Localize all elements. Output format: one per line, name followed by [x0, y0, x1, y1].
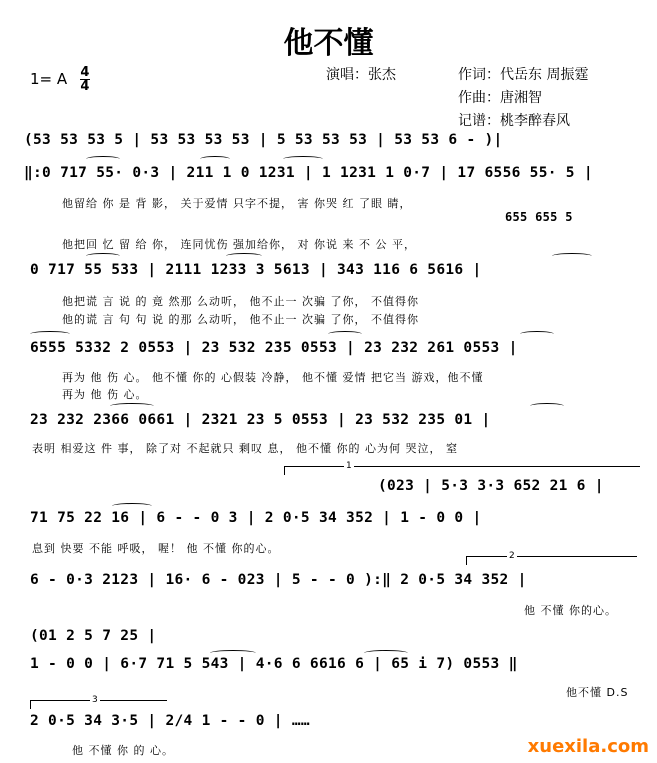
notation-line-6-intro: (023 | 5·3 3·3 652 21 6 | [378, 478, 604, 494]
notation-line-8: 1 - 0 0 | 6·7 71 5 543 | 4·6 6 6616 6 | 65 i 7) 0553 ‖ [30, 656, 518, 672]
volta-3-number: 3 [92, 695, 98, 705]
notation-line-7: 6 - 0·3 2123 | 16· 6 - 023 | 5 - - 0 ):‖ 2 0·5 34 352 | [30, 572, 527, 588]
lyrics-line-7: 他 不懂 你的心。 [524, 604, 617, 617]
notation-line-2: ‖:0 717 55· 0·3 | 211 1 0 1231 | 1 1231 1 0·7 | 17 6556 55· 5 | [24, 165, 593, 181]
time-signature [80, 66, 90, 93]
site-watermark: xuexila.com [527, 736, 649, 757]
lyrics-line-4b: 再为 他 伤 心。 [62, 388, 148, 401]
time-top: 4 [80, 65, 90, 80]
lyrics-line-2a: 他留给 你 是 背 影， 关于爱情 只字不提， 害 你哭 红 了眼 睛， [62, 197, 412, 210]
lyricist-credit: 作词：代岳东 周振霆 [458, 67, 589, 83]
song-title: 他不懂 [283, 26, 374, 61]
ds-marking: 他不懂 D.S [566, 686, 629, 699]
time-bottom: 4 [80, 79, 90, 94]
notation-line-9: 2 0·5 34 3·5 | 2/4 1 - - 0 | …… [30, 713, 310, 729]
notation-line-8-intro: (01 2 5 7 25 | [30, 628, 157, 644]
notation-line-2-variant: 655 655 5 [505, 210, 573, 224]
lyrics-line-3a: 他把谎 言 说 的 竟 然那 么动听， 他不止一 次骗 了你， 不值得你 [62, 295, 419, 308]
lyrics-line-9: 他 不懂 你 的 心。 [72, 744, 174, 757]
lyrics-line-2b: 他把回 忆 留 给 你， 连同忧伤 强加给你， 对 你说 来 不 公 平， [62, 238, 416, 251]
notation-line-4: 6555 5332 2 0553 | 23 532 235 0553 | 23 232 261 0553 | [30, 340, 518, 356]
key-signature [30, 66, 90, 93]
singer-credit: 演唱：张杰 [326, 67, 396, 83]
key-label: 1= A [30, 70, 68, 88]
notation-line-5: 23 232 2366 0661 | 2321 23 5 0553 | 23 532 235 01 | [30, 412, 491, 428]
lyrics-line-4a: 再为 他 伤 心。 他不懂 你的 心假装 冷静， 他不懂 爱情 把它当 游戏，他不懂 [62, 371, 484, 384]
lyrics-line-5: 表明 相爱这 件 事， 除了对 不起就只 剩叹 息， 他不懂 你的 心为何 哭泣， 窒 [32, 442, 458, 455]
volta-2-number: 2 [509, 551, 515, 561]
volta-1-number: 1 [346, 461, 352, 471]
transcriber-credit: 记谱：桃李醉春风 [458, 113, 570, 129]
notation-line-1: (53 53 53 5 | 53 53 53 53 | 5 53 53 53 | 53 53 6 - )| [24, 132, 503, 148]
notation-line-6: 71 75 22 16 | 6 - - 0 3 | 2 0·5 34 352 | 1 - 0 0 | [30, 510, 482, 526]
composer-credit: 作曲：唐湘智 [458, 90, 542, 106]
lyrics-line-3b: 他的谎 言 句 句 说 的那 么动听， 他不止一 次骗 了你， 不值得你 [62, 313, 419, 326]
notation-line-3: 0 717 55 533 | 2111 1233 3 5613 | 343 116 6 5616 | [30, 262, 482, 278]
lyrics-line-6: 息到 快要 不能 呼吸， 喔！ 他 不懂 你的心。 [32, 542, 280, 555]
